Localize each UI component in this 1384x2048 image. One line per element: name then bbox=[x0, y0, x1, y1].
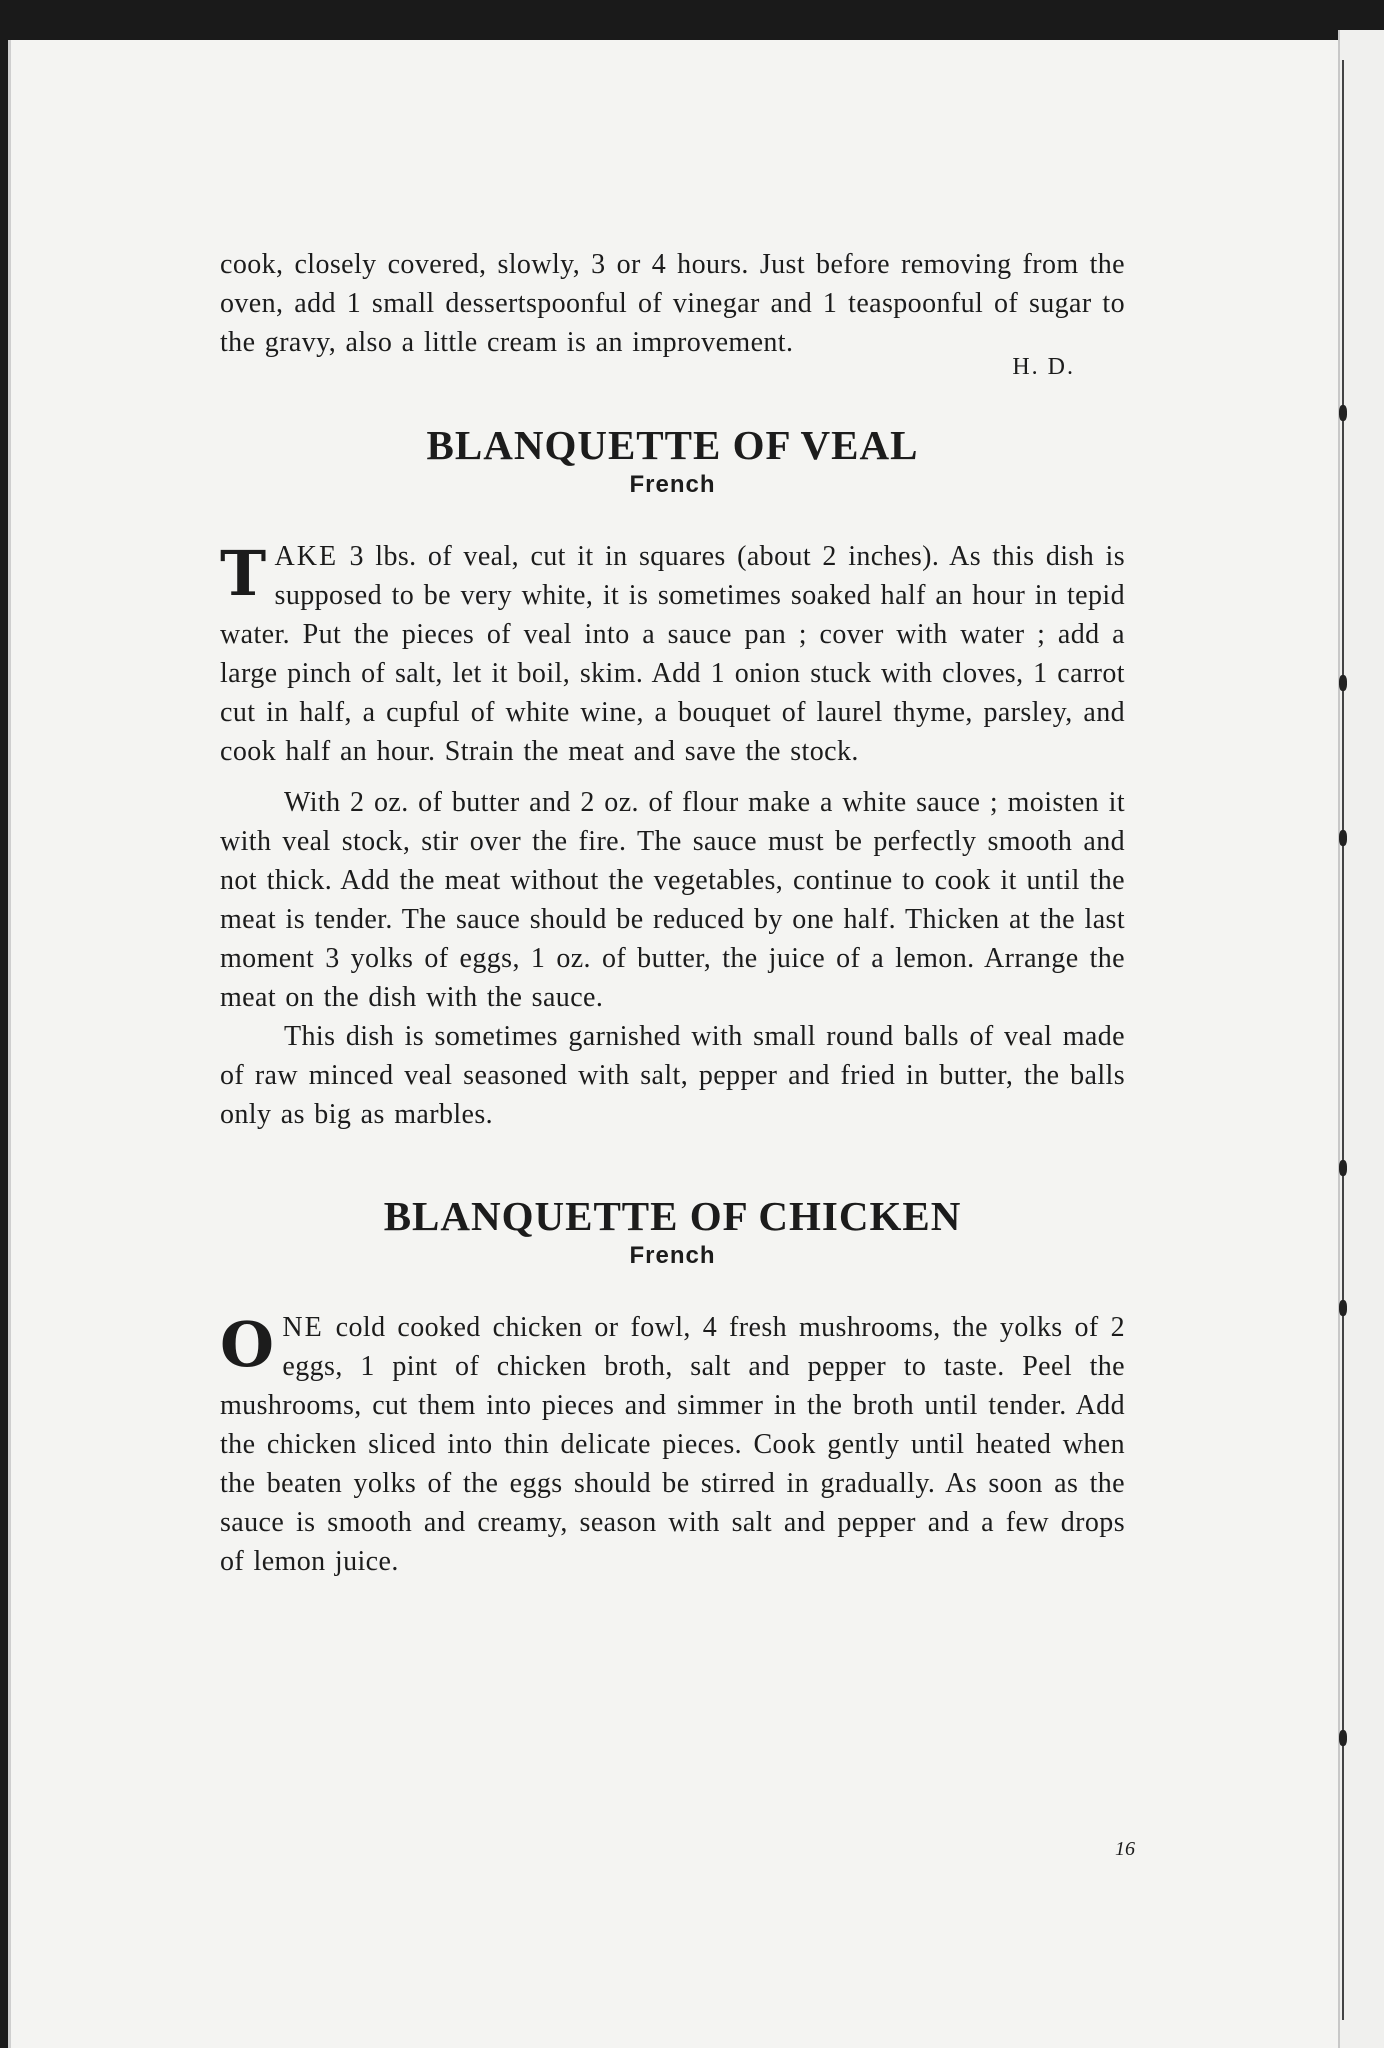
recipe-paragraph bbox=[220, 1308, 1125, 1581]
recipe-paragraph: This dish is sometimes garnished with small round balls of veal made of raw minced veal seasoned with salt, pepper and fried in butter, the balls only as big as marbles. bbox=[220, 1021, 1125, 1130]
binding-mark bbox=[1339, 405, 1347, 421]
lead-word: NE bbox=[282, 1312, 324, 1343]
binding-mark bbox=[1339, 1730, 1347, 1746]
page-number: 16 bbox=[1115, 1838, 1135, 1860]
binding-mark bbox=[1339, 1300, 1347, 1316]
signature: H. D. bbox=[1012, 354, 1075, 380]
binding-mark bbox=[1339, 830, 1347, 846]
recipe-blanquette-of-veal bbox=[220, 421, 1125, 1134]
continued-paragraph: cook, closely covered, slowly, 3 or 4 hours. Just before removing from the oven, add 1 small dessertspoonful of vinegar and 1 teaspoonful of sugar to the gravy, also a little cream is an improvement. bbox=[220, 249, 1125, 358]
binding-line bbox=[1342, 60, 1344, 2020]
recipe-paragraph: With 2 oz. of butter and 2 oz. of flour make a white sauce ; moisten it with veal stock, stir over the fire. The sauce must be perfectly smooth and not thick. Add the meat without the vegetables, continue to cook it until the meat is tender. The sauce should be reduced by one half. Thicken at the last moment 3 yolks of eggs, 1 oz. of butter, the juice of a lemon. Arrange the meat on the dish with the sauce. bbox=[220, 787, 1125, 1013]
binding-mark bbox=[1339, 675, 1347, 691]
recipe-origin: French bbox=[629, 471, 716, 498]
binding-mark bbox=[1339, 1160, 1347, 1176]
recipe-blanquette-of-chicken bbox=[220, 1192, 1125, 1581]
drop-cap: T bbox=[220, 537, 267, 610]
paragraph-text: cold cooked chicken or fowl, 4 fresh mushrooms, the yolks of 2 eggs, 1 pint of chicken broth, salt and pepper to taste. Peel the mushrooms, cut them into pieces and simmer in the broth until tender. Add the chicken sliced into thin delicate pieces. Cook gently until heated when the beaten yolks of the eggs should be stirred in gradually. As soon as the sauce is smooth and creamy, season with salt and pepper and a few drops of lemon juice. bbox=[220, 1312, 1125, 1577]
paragraph-text: 3 lbs. of veal, cut it in squares (about 2 inches). As this dish is supposed to be very white, it is sometimes soaked half an hour in tepid water. Put the pieces of veal into a sauce pan ; cover with water ; add a large pinch of salt, let it boil, skim. Add 1 onion stuck with cloves, 1 carrot cut in half, a cupful of white wine, a bouquet of laurel thyme, parsley, and cook half an hour. Strain the meat and save the stock. bbox=[220, 541, 1125, 767]
recipe-paragraph bbox=[220, 537, 1125, 771]
lead-word: AKE bbox=[274, 541, 339, 572]
drop-cap: O bbox=[220, 1308, 275, 1381]
page-content bbox=[220, 245, 1125, 1581]
recipe-title: BLANQUETTE OF VEAL bbox=[426, 422, 919, 468]
recipe-origin: French bbox=[629, 1242, 716, 1269]
recipe-title: BLANQUETTE OF CHICKEN bbox=[383, 1193, 962, 1239]
